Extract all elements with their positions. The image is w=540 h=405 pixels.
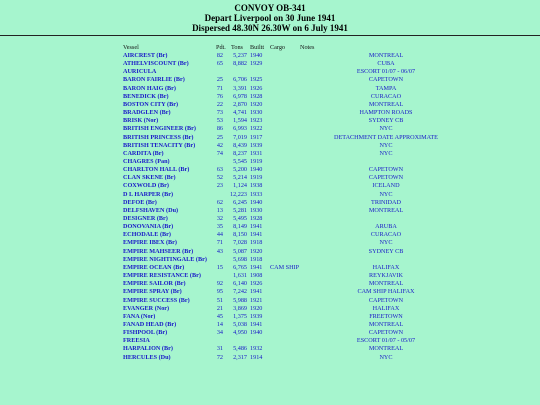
pdt-cell: 73 (216, 109, 223, 117)
table-row (0, 85, 540, 93)
table-row (0, 52, 540, 60)
notes-cell: REYKJAVIK (369, 272, 403, 280)
notes-cell: CAPETOWN (368, 296, 404, 304)
built-cell: 1941 (250, 263, 263, 271)
built-cell: 1926 (250, 280, 263, 288)
built-cell: 1928 (250, 92, 263, 100)
tons-cell: 6,993 (233, 125, 247, 133)
tons-cell: 7,242 (233, 288, 247, 296)
built-cell: 1940 (250, 166, 263, 174)
pdt-cell: 21 (216, 304, 223, 312)
tons-cell: 8,439 (233, 141, 247, 149)
built-cell: 1925 (250, 76, 263, 84)
built-cell: 1930 (250, 206, 263, 214)
vessel-name[interactable]: DONOVANIA (Br) (123, 223, 174, 231)
vessel-name[interactable]: CHARLTON HALL (Br) (123, 166, 190, 174)
tons-cell: 7,028 (233, 239, 247, 247)
pdt-cell: 15 (216, 263, 223, 271)
table-row (0, 109, 540, 117)
pdt-cell: 34 (216, 329, 223, 337)
notes-cell: NYC (379, 353, 393, 361)
pdt-cell: 42 (216, 141, 223, 149)
table-row (0, 158, 540, 166)
tons-cell: 5,698 (233, 255, 247, 263)
vessel-name[interactable]: FISHPOOL (Br) (123, 329, 168, 337)
tons-cell: 4,950 (233, 329, 247, 337)
table-row (0, 321, 540, 329)
vessel-name[interactable]: AIRCREST (Br) (123, 52, 168, 59)
pdt-cell: 62 (216, 198, 223, 206)
tons-cell: 5,214 (233, 174, 247, 182)
table-row (0, 305, 540, 313)
vessel-name[interactable]: EMPIRE NIGHTINGALE (Br) (123, 255, 207, 263)
table-row (0, 125, 540, 133)
table-row (0, 256, 540, 264)
tons-cell: 8,150 (233, 231, 247, 239)
built-cell: 1918 (250, 239, 263, 247)
notes-cell: CAPETOWN (368, 174, 404, 182)
vessel-name[interactable]: EMPIRE SUCCESS (Br) (123, 296, 190, 304)
tons-cell: 8,237 (233, 149, 247, 157)
table-row (0, 76, 540, 84)
built-cell: 1940 (250, 198, 263, 206)
notes-cell: HALIFAX (372, 304, 400, 312)
built-cell: 1931 (250, 149, 263, 157)
cargo-cell: CAM SHIP (270, 263, 300, 271)
pdt-cell: 52 (216, 174, 223, 182)
convoy-header (0, 0, 540, 33)
table-row (0, 60, 540, 68)
pdt-cell: 14 (216, 320, 223, 328)
notes-cell: SYDNEY CB (368, 247, 404, 255)
notes-cell: CUBA (377, 60, 395, 68)
pdt-cell: 13 (216, 206, 223, 214)
table-row (0, 68, 540, 76)
notes-cell: DETACHMENT DATE APPROXIMATE (334, 133, 438, 141)
vessel-name[interactable]: FANA (Nor) (123, 312, 156, 320)
table-row (0, 231, 540, 239)
tons-cell: 5,988 (233, 296, 247, 304)
notes-cell: FREETOWN (369, 312, 403, 320)
pdt-cell: 23 (216, 182, 223, 190)
notes-cell: MONTREAL (368, 100, 404, 108)
pdt-cell: 76 (216, 92, 223, 100)
notes-cell: CAPETOWN (368, 76, 404, 84)
built-cell: 1920 (250, 100, 263, 108)
vessel-name[interactable]: DESIGNER (Br) (123, 215, 168, 222)
notes-cell: NYC (379, 239, 393, 247)
notes-cell: ESCORT 01/07 - 06/07 (356, 68, 416, 76)
table-row (0, 223, 540, 231)
built-cell: 1928 (250, 215, 263, 222)
built-cell: 1923 (250, 117, 263, 125)
pdt-cell: 25 (216, 76, 223, 84)
built-cell: 1932 (250, 345, 263, 353)
vessel-name[interactable]: D L HARPER (Br) (123, 190, 174, 198)
pdt-cell: 92 (216, 280, 223, 288)
notes-cell: CURACAO (370, 92, 402, 100)
vessel-name[interactable]: BRADGLEN (Br) (123, 109, 171, 117)
table-row (0, 199, 540, 207)
vessel-name[interactable]: EMPIRE SPRAY (Br) (123, 288, 182, 296)
vessel-name[interactable]: CARDITA (Br) (123, 149, 164, 157)
notes-cell: HAMPTON ROADS (359, 109, 413, 117)
pdt-cell: 71 (216, 239, 223, 247)
vessel-name[interactable]: EMPIRE IBEX (Br) (123, 239, 177, 247)
table-row (0, 239, 540, 247)
built-cell: 1940 (250, 329, 263, 337)
col-pdt: Pdt. (216, 44, 226, 51)
built-cell: 1939 (250, 312, 263, 320)
notes-cell: MONTREAL (368, 52, 404, 59)
table-row (0, 288, 540, 296)
tons-cell: 1,594 (233, 117, 247, 125)
pdt-cell: 74 (216, 149, 223, 157)
pdt-cell: 82 (216, 52, 223, 59)
pdt-cell: 53 (216, 117, 223, 125)
tons-cell: 1,124 (233, 182, 247, 190)
pdt-cell: 22 (216, 100, 223, 108)
pdt-cell: 32 (216, 215, 223, 222)
tons-cell: 1,631 (233, 272, 247, 280)
vessel-name[interactable]: COXWOLD (Br) (123, 182, 169, 190)
vessel-name[interactable]: EMPIRE RESISTANCE (Br) (123, 272, 201, 280)
built-cell: 1920 (250, 247, 263, 255)
table-row (0, 93, 540, 101)
vessel-name[interactable]: BARON FAIRLIE (Br) (123, 76, 185, 84)
table-row (0, 191, 540, 199)
vessel-name[interactable]: BRISK (Nor) (123, 117, 159, 125)
table-row (0, 150, 540, 158)
tons-cell: 1,375 (233, 312, 247, 320)
vessel-name[interactable]: CLAN SKENE (Br) (123, 174, 176, 182)
notes-cell: CAPETOWN (368, 329, 404, 337)
vessel-name[interactable]: DEFOE (Br) (123, 198, 157, 206)
vessel-name[interactable]: EMPIRE MAHSEER (Br) (123, 247, 194, 255)
vessel-name[interactable]: ATHELVISCOUNT (Br) (123, 60, 189, 68)
notes-cell: NYC (379, 141, 393, 149)
built-cell: 1929 (250, 60, 263, 68)
vessel-name[interactable]: BRITISH TENACITY (Br) (123, 141, 196, 149)
pdt-cell: 95 (216, 288, 223, 296)
col-vessel: Vessel (123, 44, 139, 51)
tons-cell: 3,869 (233, 304, 247, 312)
table-row (0, 101, 540, 109)
tons-cell: 12,223 (229, 190, 247, 198)
table-row (0, 248, 540, 256)
built-cell: 1914 (250, 353, 263, 361)
vessel-name[interactable]: EMPIRE OCEAN (Br) (123, 263, 185, 271)
table-row (0, 264, 540, 272)
vessel-name[interactable]: ECHODALE (Br) (123, 231, 171, 239)
tons-cell: 6,706 (233, 76, 247, 84)
notes-cell: ESCORT 01/07 - 05/07 (356, 337, 416, 345)
built-cell: 1941 (250, 320, 263, 328)
notes-cell: MONTREAL (368, 345, 404, 353)
notes-cell: NYC (379, 190, 393, 198)
notes-cell: ICELAND (372, 182, 400, 190)
built-cell: 1919 (250, 174, 263, 182)
vessel-name[interactable]: FANAD HEAD (Br) (123, 320, 177, 328)
built-cell: 1921 (250, 296, 263, 304)
table-row (0, 313, 540, 321)
vessel-name[interactable]: EVANGER (Nor) (123, 304, 170, 312)
notes-cell: HALIFAX (372, 263, 400, 271)
table-row (0, 297, 540, 305)
vessel-name[interactable]: HERCULES (Du) (123, 353, 171, 361)
notes-cell: MONTREAL (368, 280, 404, 288)
tons-cell: 6,140 (233, 280, 247, 288)
vessel-name[interactable]: FREESIA (123, 337, 150, 345)
pdt-cell: 71 (216, 84, 223, 92)
tons-cell: 8,149 (233, 223, 247, 231)
notes-cell: CURACAO (370, 231, 402, 239)
notes-cell: TAMPA (375, 84, 397, 92)
notes-cell: NYC (379, 149, 393, 157)
built-cell: 1930 (250, 109, 263, 117)
tons-cell: 2,317 (233, 353, 247, 361)
pdt-cell: 43 (216, 247, 223, 255)
tons-cell: 3,391 (233, 84, 247, 92)
notes-cell: MONTREAL (368, 320, 404, 328)
notes-cell: TRINIDAD (371, 198, 401, 206)
tons-cell: 2,870 (233, 100, 247, 108)
col-notes: Notes (300, 44, 315, 51)
dispersed-line: Dispersed 48.30N 26.30W on 6 July 1941 (192, 23, 348, 33)
table-row (0, 182, 540, 190)
built-cell: 1920 (250, 304, 263, 312)
table-row (0, 337, 540, 345)
table-row (0, 117, 540, 125)
table-row (0, 280, 540, 288)
pdt-cell: 65 (216, 60, 223, 68)
table-row (0, 142, 540, 150)
built-cell: 1926 (250, 84, 263, 92)
pdt-cell: 72 (216, 353, 223, 361)
pdt-cell: 63 (216, 166, 223, 174)
built-cell: 1938 (250, 182, 263, 190)
tons-cell: 5,200 (233, 166, 247, 174)
tons-cell: 5,038 (233, 320, 247, 328)
tons-cell: 7,019 (233, 133, 247, 141)
table-row (0, 345, 540, 353)
vessel-name[interactable]: EMPIRE SAILOR (Br) (123, 280, 186, 288)
built-cell: 1941 (250, 231, 263, 239)
built-cell: 1940 (250, 52, 263, 59)
built-cell: 1919 (250, 157, 263, 165)
table-row (0, 207, 540, 215)
table-row (0, 174, 540, 182)
vessel-name[interactable]: HARPALION (Br) (123, 345, 173, 353)
built-cell: 1941 (250, 223, 263, 231)
built-cell: 1918 (250, 255, 263, 263)
pdt-cell: 45 (216, 312, 223, 320)
vessel-name[interactable]: BRITISH PRINCESS (Br) (123, 133, 194, 141)
tons-cell: 4,741 (233, 109, 247, 117)
notes-cell: NYC (379, 125, 393, 133)
pdt-cell: 86 (216, 125, 223, 133)
table-row (0, 134, 540, 142)
tons-cell: 5,486 (233, 345, 247, 353)
notes-cell: ARUBA (375, 223, 397, 231)
col-tons: Tons (231, 44, 243, 51)
built-cell: 1939 (250, 141, 263, 149)
pdt-cell: 44 (216, 231, 223, 239)
notes-cell: SYDNEY CB (368, 117, 404, 125)
vessel-name[interactable]: CHAGRES (Pan) (123, 157, 170, 165)
col-built: Builtt (250, 44, 265, 51)
table-row (0, 215, 540, 223)
tons-cell: 6,765 (233, 263, 247, 271)
built-cell: 1922 (250, 125, 263, 133)
built-cell: 1917 (250, 133, 263, 141)
vessel-name[interactable]: BRITISH ENGINEER (Br) (123, 125, 196, 133)
col-cargo: Cargo (270, 44, 286, 51)
notes-cell: MONTREAL (368, 206, 404, 214)
tons-cell: 5,237 (233, 52, 247, 59)
table-row (0, 329, 540, 337)
header-divider (0, 35, 540, 36)
built-cell: 1941 (250, 288, 263, 296)
built-cell: 1933 (250, 190, 263, 198)
convoy-title: CONVOY OB-341 (234, 3, 306, 13)
vessel-name[interactable]: DELFSHAVEN (Du) (123, 206, 179, 214)
vessel-name[interactable]: BARON HAIG (Br) (123, 84, 176, 92)
vessel-name[interactable]: BOSTON CITY (Br) (123, 100, 179, 108)
tons-cell: 5,495 (233, 215, 247, 222)
pdt-cell: 25 (216, 133, 223, 141)
depart-line: Depart Liverpool on 30 June 1941 (204, 13, 336, 23)
tons-cell: 5,545 (233, 157, 247, 165)
notes-cell: CAPETOWN (368, 166, 404, 174)
built-cell: 1908 (250, 272, 263, 280)
tons-cell: 5,281 (233, 206, 247, 214)
tons-cell: 8,882 (233, 60, 247, 68)
vessel-name[interactable]: BENEDICK (Br) (123, 92, 169, 100)
tons-cell: 6,978 (233, 92, 247, 100)
tons-cell: 5,087 (233, 247, 247, 255)
table-row (0, 166, 540, 174)
pdt-cell: 35 (216, 223, 223, 231)
table-row (0, 272, 540, 280)
pdt-cell: 31 (216, 345, 223, 353)
table-row (0, 354, 540, 362)
tons-cell: 6,245 (233, 198, 247, 206)
notes-cell: CAM SHIP HALIFAX (357, 288, 415, 296)
pdt-cell: 51 (216, 296, 223, 304)
vessel-name[interactable]: AURICULA (123, 68, 157, 76)
